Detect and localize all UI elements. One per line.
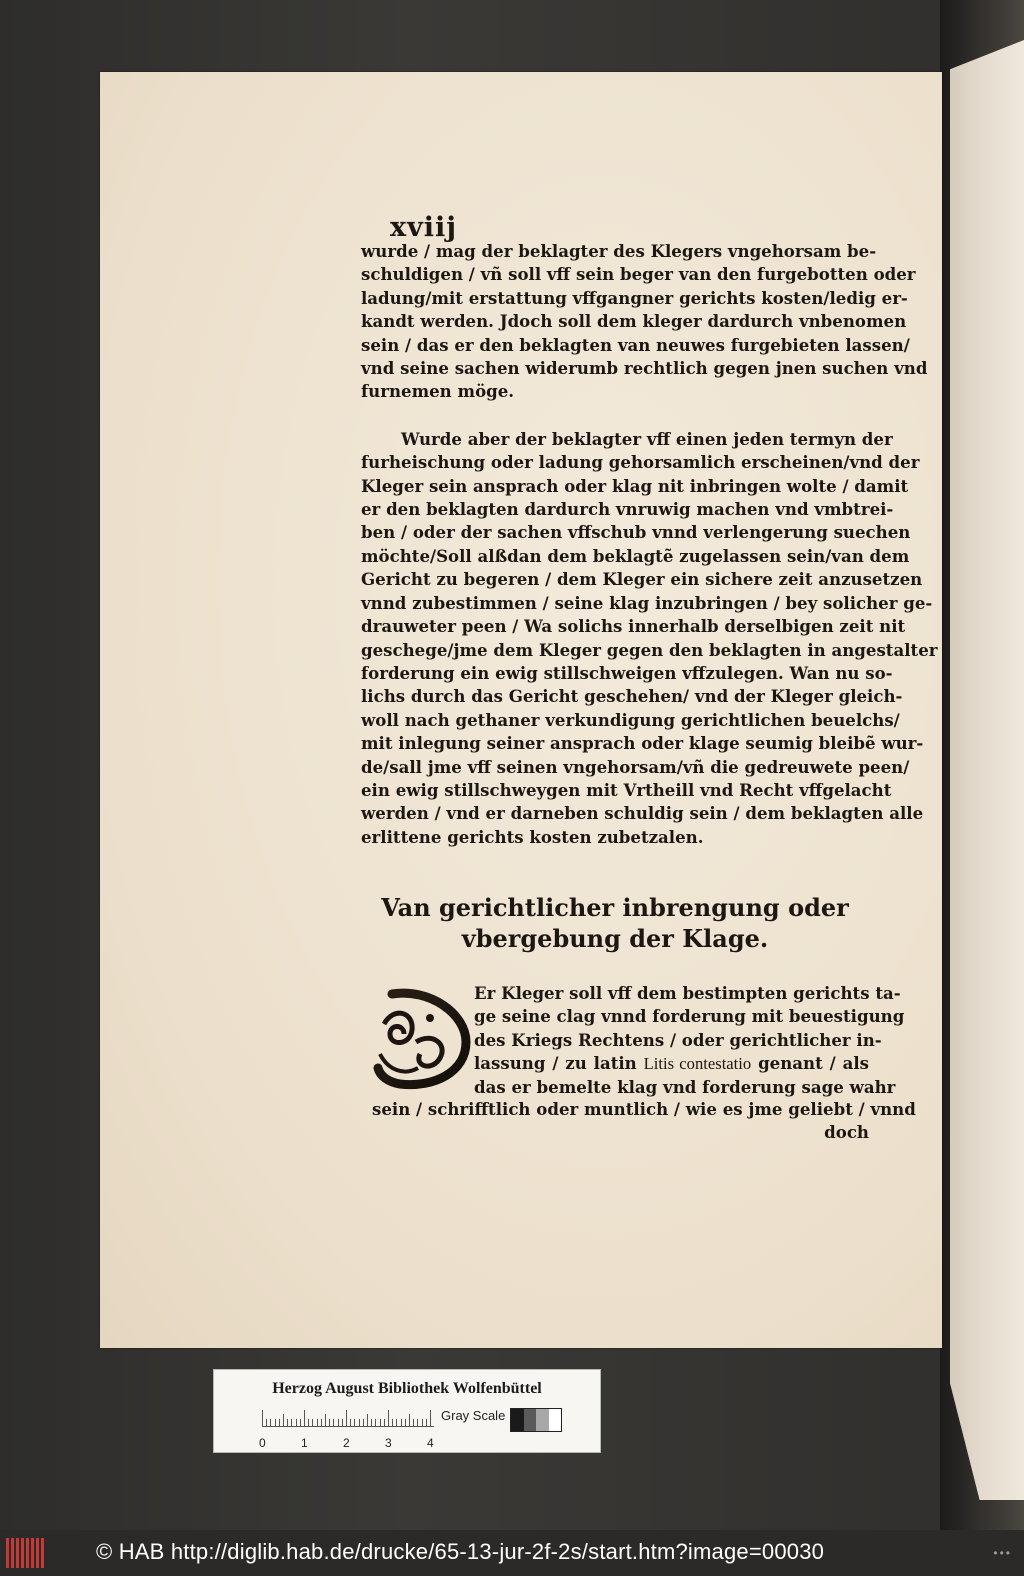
- scale-ruler: [259, 1410, 434, 1450]
- ruler-number: 0: [259, 1436, 266, 1450]
- ruler-tick: [396, 1419, 397, 1426]
- ruler-tick: [287, 1419, 288, 1426]
- initial-paragraph: [474, 982, 905, 1099]
- ruler-tick: [409, 1414, 410, 1426]
- ruler-tick: [417, 1419, 418, 1426]
- gray-swatch: [549, 1409, 562, 1431]
- ruler-tick: [367, 1414, 368, 1426]
- paragraph-2-line: lichs durch das Gericht geschehen/ vnd der Kleger gleich-: [361, 686, 903, 707]
- ruler-tick: [275, 1419, 276, 1426]
- ruler-tick: [266, 1419, 267, 1426]
- gray-swatch: [511, 1409, 524, 1431]
- initial-line-5: das er bemelte klag vnd forderung sage wahr: [474, 1076, 896, 1097]
- logo-bar: [16, 1538, 19, 1568]
- logo-bar: [26, 1538, 29, 1568]
- ruler-tick: [392, 1419, 393, 1426]
- paragraph-1-line: vnd seine sachen widerumb rechtlich gegen jnen suchen vnd: [361, 358, 928, 379]
- paragraph-2-line: vnnd zubestimmen / seine klag inzubringen / bey solicher ge-: [361, 592, 933, 613]
- ruler-tick: [363, 1419, 364, 1426]
- paragraph-2-line: mit inlegung seiner ansprach oder klage seumig bleibẽ wur-: [361, 733, 924, 754]
- ruler-tick: [296, 1419, 297, 1426]
- folio-number: xviij: [390, 212, 458, 243]
- facing-page-edge: [950, 40, 1024, 1500]
- paragraph-1-line: sein / das er den beklagten van neuwes furgebieten lassen/: [361, 334, 910, 355]
- paragraph-1-line: wurde / mag der beklagter des Klegers vngehorsam be-: [361, 241, 877, 261]
- ruler-tick: [359, 1419, 360, 1426]
- hab-logo-icon: [6, 1538, 46, 1568]
- paragraph-2-line: ein ewig stillschweygen mit Vrtheill vnd Recht vffgelacht: [361, 779, 892, 800]
- gray-scale-strip: [510, 1408, 562, 1432]
- logo-bar: [36, 1538, 39, 1568]
- ruler-tick: [333, 1419, 334, 1426]
- final-line: sein / schrifftlich oder muntlich / wie es jme geliebt / vnnd: [372, 1099, 916, 1119]
- ruler-tick: [317, 1419, 318, 1426]
- paragraph-1-line: schuldigen / vñ soll vff sein beger van den furgebotten oder: [361, 264, 916, 285]
- paragraph-2-line: Gericht zu begeren / dem Kleger ein sichere zeit anzusetzen: [361, 569, 923, 590]
- paragraph-2-line: Kleger sein ansprach oder klag nit inbringen wolte / damit: [361, 475, 909, 496]
- paragraph-1-line: furnemen möge.: [361, 381, 515, 402]
- initial-line-1: Er Kleger soll vff dem bestimpten gerichts ta-: [474, 983, 901, 1003]
- logo-bar: [6, 1538, 9, 1568]
- book-page: [100, 72, 942, 1348]
- paragraph-2-line: er den beklagten dardurch vnruwig machen vnd vmbtrei-: [361, 499, 894, 520]
- paragraph-2-line: möchte/Soll alßdan dem beklagtẽ zugelassen sein/van dem: [361, 545, 910, 566]
- catchword: doch: [824, 1122, 869, 1143]
- latin-term: Litis contestatio: [643, 1054, 752, 1074]
- ruler-tick: [426, 1419, 427, 1426]
- ruler-tick: [283, 1414, 284, 1426]
- ruler-tick: [430, 1410, 431, 1426]
- copyright-url[interactable]: © HAB http://diglib.hab.de/drucke/65-13-jur-2f-2s/start.htm?image=00030: [96, 1539, 825, 1564]
- ruler-tick: [300, 1419, 301, 1426]
- continuation-text: [372, 1098, 916, 1145]
- ruler-tick: [308, 1419, 309, 1426]
- ruler-tick: [388, 1410, 389, 1426]
- ruler-tick: [371, 1419, 372, 1426]
- ruler-tick: [375, 1419, 376, 1426]
- ruler-tick: [321, 1419, 322, 1426]
- heading-line-1: Van gerichtlicher inbrengung oder: [381, 893, 849, 922]
- logo-bar: [31, 1538, 34, 1568]
- section-heading: [361, 892, 869, 954]
- ruler-tick: [325, 1414, 326, 1426]
- more-dots-icon: •••: [993, 1546, 1012, 1560]
- paragraph-1-line: kandt werden. Jdoch soll dem kleger dardurch vnbenomen: [361, 311, 907, 332]
- paragraph-1: [361, 240, 928, 404]
- latin-prefix: lassung / zu latin: [474, 1053, 644, 1074]
- logo-bar: [11, 1538, 14, 1568]
- paragraph-1-line: ladung/mit erstattung vffgangner gerichts kosten/ledig er-: [361, 287, 908, 308]
- gray-scale-label: Gray Scale: [441, 1408, 506, 1423]
- ruler-tick: [291, 1419, 292, 1426]
- ruler-tick: [342, 1419, 343, 1426]
- ruler-tick: [329, 1419, 330, 1426]
- ruler-tick: [338, 1419, 339, 1426]
- paragraph-2-line: furheischung oder ladung gehorsamlich erscheinen/vnd der: [361, 452, 920, 473]
- logo-bar: [41, 1538, 44, 1568]
- logo-bar: [21, 1538, 24, 1568]
- ruler-tick: [380, 1419, 381, 1426]
- paragraph-2-line: ben / oder der sachen vffschub vnnd verlengerung suechen: [361, 522, 911, 543]
- paragraph-2-line: erlittene gerichts kosten zubetzalen.: [361, 826, 704, 847]
- paragraph-2-line: drauweter peen / Wa solichs innerhalb derselbigen zeit nit: [361, 616, 906, 637]
- initial-line-2: ge seine clag vnnd forderung mit beuestigung: [474, 1006, 905, 1027]
- ruler-tick: [312, 1419, 313, 1426]
- paragraph-2-line: de/sall jme vff seinen vngehorsam/vñ die gedreuwete peen/: [361, 756, 910, 777]
- decorated-initial: [370, 984, 474, 1094]
- ruler-tick: [405, 1419, 406, 1426]
- paragraph-2-line: werden / vnd er darneben schuldig sein / dem beklagten alle: [361, 803, 924, 824]
- ruler-number: 1: [301, 1436, 308, 1450]
- latin-suffix: genant / als: [751, 1053, 869, 1074]
- ruler-tick: [384, 1419, 385, 1426]
- ruler-number: 2: [343, 1436, 350, 1450]
- ruler-tick: [346, 1410, 347, 1426]
- ruler-tick: [279, 1419, 280, 1426]
- paragraph-gap: [361, 404, 869, 428]
- initial-line-3: des Kriegs Rechtens / oder gerichtlicher in-: [474, 1029, 882, 1050]
- library-color-card: [213, 1369, 601, 1453]
- paragraph-2-line: geschege/jme dem Kleger gegen den beklagten in angestalter: [361, 639, 938, 660]
- paragraph-2-line: forderung ein ewig stillschweigen vffzulegen. Wan nu so-: [361, 662, 893, 683]
- ruler-tick: [304, 1410, 305, 1426]
- gray-swatch: [536, 1409, 549, 1431]
- footer-bar: [0, 1530, 1024, 1576]
- ruler-tick: [413, 1419, 414, 1426]
- ruler-number: 3: [385, 1436, 392, 1450]
- heading-line-2: vbergebung der Klage.: [461, 924, 769, 953]
- ruler-baseline: [262, 1426, 434, 1427]
- ruler-tick: [401, 1419, 402, 1426]
- ruler-tick: [422, 1419, 423, 1426]
- ruler-tick: [270, 1419, 271, 1426]
- paragraph-2-line: Wurde aber der beklagter vff einen jeden termyn der: [401, 428, 893, 449]
- body-text: [361, 240, 938, 849]
- ruler-tick: [354, 1419, 355, 1426]
- gray-swatch: [524, 1409, 537, 1431]
- ruler-number: 4: [427, 1436, 434, 1450]
- paragraph-2: [361, 428, 938, 849]
- library-name: Herzog August Bibliothek Wolfenbüttel: [272, 1380, 542, 1397]
- ruler-tick: [262, 1410, 263, 1426]
- initial-line-4: [474, 1052, 869, 1075]
- ruler-tick: [350, 1419, 351, 1426]
- paragraph-2-line: woll nach gethaner verkundigung gerichtlichen beuelchs/: [361, 709, 900, 730]
